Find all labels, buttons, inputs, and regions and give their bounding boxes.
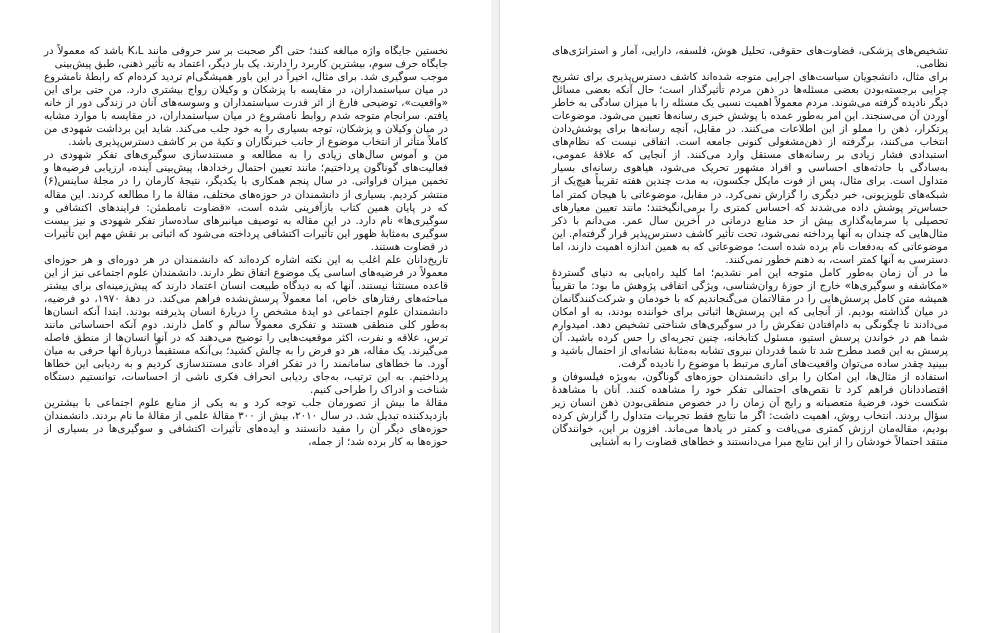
right-paragraph-1: تشخیص‌های پزشکی، قضاوت‌های حقوقی، تحلیل هوش، فلسفه، دارایی، آمار و استراتژی‌های نظامی.	[552, 45, 948, 71]
left-paragraph-3: من و آموس سال‌های زیادی را به مطالعه و مستندسازی سوگیری‌های تفکر شهودی در فعالیت‌های گوناگون پرداختیم؛ مانند تعیین احتمال رخدادها، پیش‌بینی آینده، ارزیابی فرضیه‌ها و تخمین میزان فراوانی. در سال پنجم همکاری با یکدیگر، نتیجهٔ کارمان را در مجلهٔ ساینس(۶) منتشر کردیم. بسیاری از دانشمندان در حوزه‌های مختلف، مقالهٔ ما را مطالعه کردند. این مقاله که در پایان همین کتاب بازآفرینی شده است، «قضاوت نامطمئن: فرایندهای اکتشافی و سوگیری‌ها» نام دارد. در این مقاله به توصیف میانبرهای ساده‌ساز تفکر شهودی و نیز بیست سوگیری به‌مثابهٔ ظهور این تأثیرات اکتشافی پرداخته می‌شود که اثباتی بر نقش مهم این تأثیرات در قضاوت هستند.	[44, 149, 448, 253]
right-paragraph-4: استفاده از مثال‌ها، این امکان را برای دانشمندان حوزه‌های گوناگون، به‌ویژه فیلسوفان و اقتصاددانان فراهم کرد تا نقص‌های احتمالی تفکر خود را مشاهده کنند. آنان با مشاهدهٔ شکست خود، فرضیهٔ متعصبانه و رایج آن زمان را در خصوص منطقی‌بودن ذهن انسان زیر سؤال بردند. انتخاب روش، اهمیت داشت: اگر ما نتایج فقط تجربیات متداول را گزارش کرده بودیم، مقاله‌مان ارزش کمتری می‌یافت و کمتر در یادها می‌ماند. افزون بر این، خوانندگان منتقد احتمالاً خودشان را از این نتایج مبرا می‌دانستند و خطاهای قضاوت را به آشنایی	[552, 371, 948, 449]
left-page-text-column	[44, 45, 448, 449]
left-paragraph-5: مقالهٔ ما بیش از تصورمان جلب توجه کرد و به یکی از منابع علوم اجتماعی با بیشترین بازدیدکننده تبدیل شد. در سال ۲۰۱۰، بیش از ۳۰۰ مقالهٔ علمی از مقالهٔ ما نام بردند. دانشمندان حوزه‌های دیگر آن را مفید دانستند و ایده‌های تأثیرات اکتشافی و سوگیری‌ها در بسیاری از حوزه‌ها به کار برده شد؛ از جمله،	[44, 397, 449, 449]
left-paragraph-4: تاریخ‌دانان علم اغلب به این نکته اشاره کرده‌اند که دانشمندان در هر دوره‌ای و هر حوزه‌ای معمولاً در فرضیه‌های اساسی یک موضوع اتفاق نظر دارند. دانشمندان علوم اجتماعی نیز از این قاعده مستثنا نیستند. آنها که به دیدگاه طبیعت انسان اعتماد دارند که پیش‌زمینه‌ای برای بیشتر مباحثه‌های رفتارهای خاص، اما معمولاً پرسش‌نشده فراهم می‌کند. در دههٔ ۱۹۷۰، دو فرضیه، دانشمندان علوم اجتماعی دو ایدهٔ مشخص را دربارهٔ انسان پذیرفته بودند. ابتدا آنکه انسان‌ها به‌طور کلی منطقی هستند و تفکری معمولاً سالم و کامل دارند. دوم آنکه احساساتی مانند ترس، علاقه و نفرت، اکثر موقعیت‌هایی را توضیح می‌دهند که در آنها انسان‌ها از منطق فاصله می‌گیرند. یک مقاله، هر دو فرض را به چالش کشید؛ بی‌آنکه مستقیماً دربارهٔ آنها حرفی به میان آورد. ما خطاهای سامانمند را در تفکر افراد عادی مستندسازی کردیم و به ردیابی این خطاها پرداختیم. به این ترتیب، به‌جای ردیابی انحراف فکری ناشی از احساسات، توانستیم دستگاه شناخت و ادراک را طراحی کنیم.	[44, 253, 448, 397]
right-paragraph-2: برای مثال، دانشجویان سیاست‌های اجرایی متوجه شده‌اند کاشف دسترس‌پذیری برای تشریح چرایی برجسته‌بودن بعضی مسئله‌ها در ذهن مردم تأثیرگذار است؛ حال آنکه بعضی مسائل دیگر نادیده گرفته می‌شوند. مردم معمولاً اهمیت نسبی یک مسئله را با میزان سادگی به خاطر آوردن آن می‌سنجند. این امر به‌طور عمده با پوشش خبری رسانه‌ها تعیین می‌شود. موضوعات پرتکرار، ذهن را مملو از این اطلاعات می‌کنند. در مقابل، آنچه رسانه‌ها برای پوشش‌دادن انتخاب می‌کنند، برگرفته از ذهن‌مشغولی کنونی جامعه است. اتفاقی نیست که نظام‌های استبدادی فشار زیادی بر رسانه‌های مستقل وارد می‌کنند. از آنجایی که علاقهٔ عمومی، به‌سادگی با حادثه‌های احساسی و افراد مشهور تحریک می‌شود، هیاهوی رسانه‌ای بسیار متداول است. برای مثال، پس از فوت مایکل جکسون، به مدت چندین هفته تقریباً هیچ‌یک از شبکه‌های تلویزیونی، خبر دیگری را گزارش نمی‌کرد. در مقابل، موضوعاتی با هیجان کمتر اما حساس‌تر پوشش داده می‌شدند که احساس کمتری را برمی‌انگیختند؛ مانند تعیین معیارهای تحصیلی یا سرمایه‌گذاری بیش از حد منابع درمانی در آخرین سال عمر. می‌دانم با ذکر مثال‌هایی که چندان به آنها پرداخته نمی‌شود، تحت تأثیر کاشف دسترس‌پذیر قرار گرفته‌ام. این موضوعاتی که به‌دفعات نام برده شده است؛ موضوعاتی که به همین اندازه اهمیت دارند، اما دسترسی به آنها کمتر است، به ذهنم خطور نمی‌کنند.	[552, 71, 948, 266]
right-page	[500, 0, 991, 633]
right-page-text-column	[552, 45, 948, 449]
page-gutter	[491, 0, 500, 633]
left-page	[0, 0, 491, 633]
right-paragraph-3: ما در آن زمان به‌طور کامل متوجه این امر نشدیم؛ اما کلید راه‌یابی به دنیای گستردهٔ «مکاشفه و سوگیری‌ها» خارج از حوزهٔ روان‌شناسی، ویژگی اتفاقی پژوهش ما بود: ما تقریباً همیشه متن کامل پرسش‌هایی را در مقالاتمان می‌گنجاندیم که با خودمان و شرکت‌کنندگانمان در میان گذاشته بودیم. از آنجایی که این پرسش‌ها اثباتی برای خواننده بودند، به او امکان می‌دادند تا چگونگی به دام‌افتادن تفکرش را در سوگیری‌های شناختی تشخیص دهد. امیدوارم شما هم در خواندن پرسش استیو، مسئول کتابخانه، چنین تجربه‌ای را حس کرده باشید. آن پرسش به این قصد مطرح شد تا شما قدردان نیروی تشابه به‌مثابهٔ نشانه‌ای از احتمال باشید و ببینید چقدر ساده می‌توان واقعیت‌های آماری مرتبط با موضوع را نادیده گرفت.	[552, 266, 948, 371]
left-paragraph-1: نخستین جایگاه واژه مبالغه کنند؛ حتی اگر صحبت بر سر حروفی مانند K،L باشد که معمولاً در جایگاه حرف سوم، بیشترین کاربرد را دارند. یک بار دیگر، اعتماد به تأثیر ذهنی، طبق پیش‌بینی	[44, 45, 448, 71]
left-paragraph-2: موجب سوگیری شد. برای مثال، اخیراً در این باور همیشگی‌ام تردید کرده‌ام که رابطهٔ نامشروع در میان سیاستمداران، در مقایسه با پزشکان و وکیلان رواج بیشتری دارد. من حتی برای این «واقعیت»، توضیحی فارغ از اثر قدرت سیاستمداران و وسوسه‌های آنان در زندگی دور از خانه یافتم. سرانجام متوجه شدم روابط نامشروع در میان سیاستمداران، در مقایسه با موارد مشابه در میان وکیلان و پزشکان، توجه بسیاری را به خود جلب می‌کند. شاید این برداشت شهودی من کاملاً متأثر از انتخاب موضوع از جانب خبرنگاران و تکیهٔ من بر کاشف دسترس‌پذیری باشد.	[44, 71, 448, 149]
